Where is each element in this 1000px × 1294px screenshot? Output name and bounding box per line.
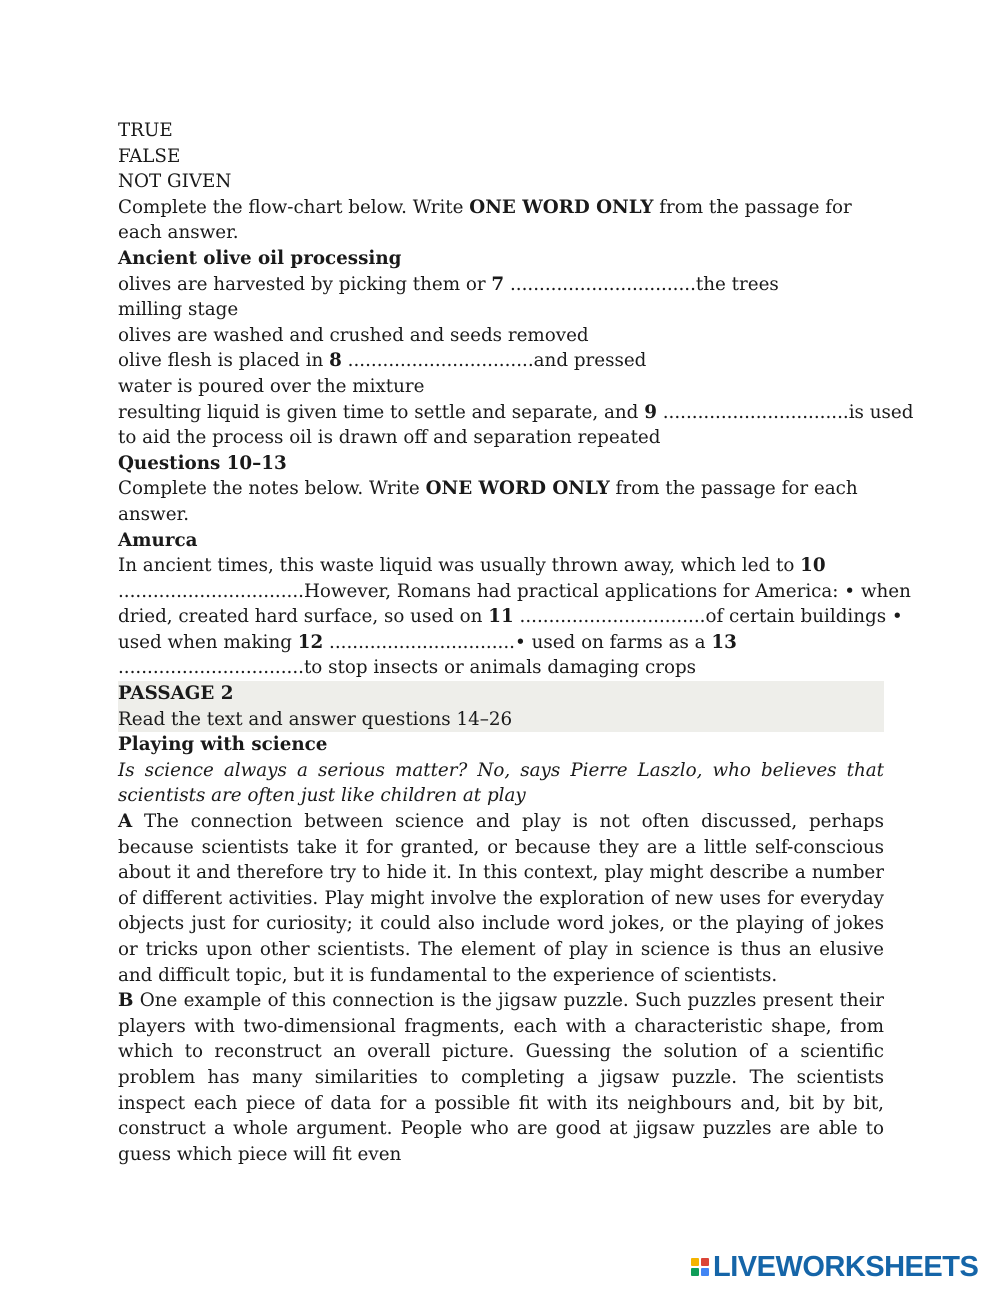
paragraph-a: A The connection between science and play is not often discussed, perhaps because scientists take it for granted, or because they are a little self-conscious about it and therefore try to hide it. In this context, play might describe a number of different activities. Play might involve the exploration of new uses for everyday objects just for curiosity; it could also include word jokes, or the playing of jokes or tricks upon other scientists. The element of play in science is thus an elusive and difficult topic, but it is fundamental to the experience of scientists.: [118, 811, 884, 986]
logo-text: LIVEWORKSHEETS: [713, 1250, 979, 1283]
flowchart-step-milling: milling stage: [118, 299, 239, 321]
option-false: FALSE: [118, 145, 181, 167]
option-not-given: NOT GIVEN: [118, 171, 232, 193]
flowchart-instruction-line2: each answer.: [118, 222, 239, 244]
passage-2-instruction: Read the text and answer questions 14–26: [118, 708, 513, 730]
amurca-line-2: ................................However, Romans had practical applications for America: • when: [118, 580, 911, 602]
flowchart-title: Ancient olive oil processing: [118, 247, 402, 269]
passage-2-title: PASSAGE 2: [118, 683, 234, 705]
passage-2-header: [118, 681, 884, 732]
flowchart-step-drawoff: to aid the process oil is drawn off and separation repeated: [118, 427, 661, 449]
amurca-title: Amurca: [118, 529, 198, 551]
logo-square-red: [701, 1258, 709, 1266]
article-title: Playing with science: [118, 734, 328, 756]
logo-mark-icon: [691, 1258, 709, 1276]
flowchart-step-water: water is poured over the mixture: [118, 375, 425, 397]
liveworksheets-logo: [691, 1250, 978, 1284]
document-page: [118, 118, 914, 1167]
flowchart-step-settle: resulting liquid is given time to settle and separate, and 9 ................................is used: [118, 401, 914, 423]
flowchart-step-harvest: olives are harvested by picking them or 7 ................................the trees: [118, 273, 779, 295]
logo-square-blue: [701, 1268, 709, 1276]
article-intro: Is science always a serious matter? No, says Pierre Laszlo, who believes that scientists are often just like children at play: [118, 759, 884, 807]
notes-instruction: Complete the notes below. Write ONE WORD ONLY from the passage for each: [118, 478, 858, 500]
questions-10-13-heading: Questions 10–13: [118, 452, 287, 474]
amurca-line-1: In ancient times, this waste liquid was usually thrown away, which led to 10: [118, 555, 826, 577]
notes-instruction-line2: answer.: [118, 503, 190, 525]
flowchart-step-press: olive flesh is placed in 8 ................................and pressed: [118, 350, 647, 372]
amurca-line-3: dried, created hard surface, so used on 11 ................................of certain buildings •: [118, 606, 903, 628]
option-true: TRUE: [118, 120, 173, 141]
paragraph-b: B One example of this connection is the jigsaw puzzle. Such puzzles present their players with two-dimensional fragments, each with a characteristic shape, from which to reconstruct an overall picture. Guessing the solution of a scientific problem has many similarities to completing a jigsaw puzzle. The scientists inspect each piece of data for a possible fit with its neighbours and, bit by bit, construct a whole argument. People who are good at jigsaw puzzles are able to guess which piece will fit even: [118, 990, 884, 1165]
flowchart-instruction: Complete the flow-chart below. Write ONE WORD ONLY from the passage for: [118, 196, 852, 218]
logo-square-yellow: [691, 1258, 699, 1266]
amurca-line-4: used when making 12 ................................• used on farms as a 13: [118, 631, 737, 653]
amurca-line-5: ................................to stop insects or animals damaging crops: [118, 657, 697, 679]
flowchart-step-wash: olives are washed and crushed and seeds removed: [118, 324, 589, 346]
logo-square-green: [691, 1268, 699, 1276]
